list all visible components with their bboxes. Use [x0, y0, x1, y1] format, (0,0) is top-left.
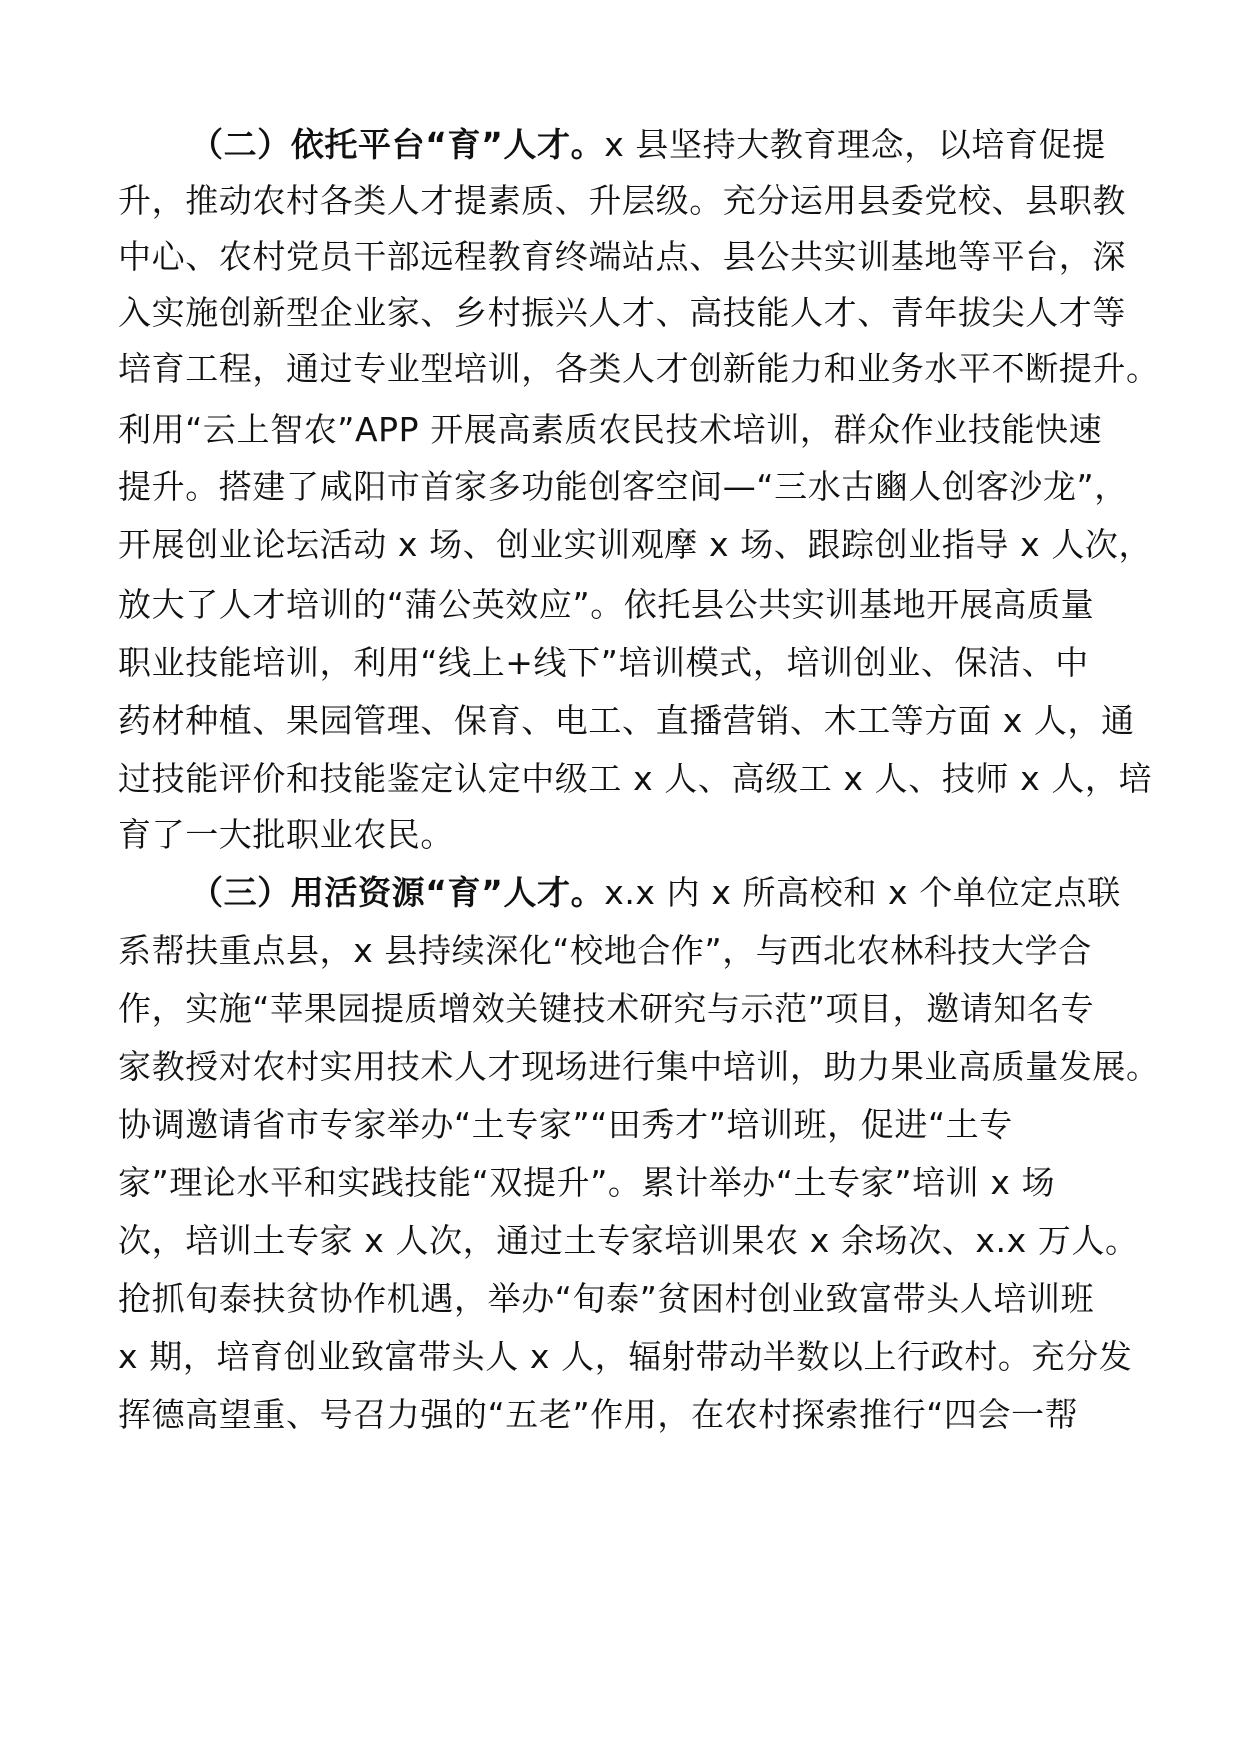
paragraph-2-line-6: 利用“云上智农”APP 开展高素质农民技术培训，群众作业技能快速: [118, 410, 1103, 449]
paragraph-2-line-5: 培育工程，通过专业型培训，各类人才创新能力和业务水平不断提升。: [118, 349, 1160, 388]
paragraph-2-line-12: 过技能评价和技能鉴定认定中级工 x 人、高级工 x 人、技师 x 人，培: [118, 759, 1153, 798]
paragraph-2-line-13: 育了一大批职业农民。: [118, 815, 454, 854]
paragraph-3-line-7: 次，培训土专家 x 人次，通过土专家培训果农 x 余场次、x.x 万人。: [118, 1221, 1139, 1260]
paragraph-3-line-6: 家”理论水平和实践技能“双提升”。累计举办“土专家”培训 x 场: [118, 1163, 1056, 1202]
paragraph-2-line-2: 升，推动农村各类人才提素质、升层级。充分运用县委党校、县职教: [118, 181, 1126, 220]
paragraph-2-line-11: 药材种植、果园管理、保育、电工、直播营销、木工等方面 x 人，通: [118, 701, 1135, 740]
paragraph-2-line-4: 入实施创新型企业家、乡村振兴人才、高技能人才、青年拔尖人才等: [118, 293, 1126, 332]
paragraph-2-line-9: 放大了人才培训的“蒲公英效应”。依托县公共实训基地开展高质量: [118, 585, 1095, 624]
paragraph-2-line-8: 开展创业论坛活动 x 场、创业实训观摩 x 场、跟踪创业指导 x 人次，: [118, 525, 1153, 564]
paragraph-3-line-5: 协调邀请省市专家举办“土专家”“田秀才”培训班，促进“土专: [118, 1105, 1013, 1144]
paragraph-3-heading: （三）用活资源“育”人才。: [190, 873, 605, 912]
paragraph-2-heading: （二）依托平台“育”人才。: [190, 125, 605, 164]
paragraph-2-text: x 县坚持大教育理念，以培育促提: [604, 125, 1106, 164]
paragraph-2-line-3: 中心、农村党员干部远程教育终端站点、县公共实训基地等平台，深: [118, 237, 1126, 276]
paragraph-2-line-1: [190, 124, 1106, 166]
paragraph-3-line-2: 系帮扶重点县，x 县持续深化“校地合作”，与西北农林科技大学合: [118, 931, 1092, 970]
paragraph-3-line-4: 家教授对农村实用技术人才现场进行集中培训，助力果业高质量发展。: [118, 1047, 1160, 1086]
paragraph-3-line-3: 作，实施“苹果园提质增效关键技术研究与示范”项目，邀请知名专: [118, 989, 1095, 1028]
paragraph-2-line-10: 职业技能培训，利用“线上+线下”培训模式，培训创业、保洁、中: [118, 643, 1089, 682]
paragraph-3-line-8: 抢抓旬泰扶贫协作机遇，举办“旬泰”贫困村创业致富带头人培训班: [118, 1279, 1095, 1318]
paragraph-3-line-1: [190, 872, 1121, 914]
paragraph-2-line-7: 提升。搭建了咸阳市首家多功能创客空间—“三水古豳人创客沙龙”，: [118, 467, 1128, 506]
paragraph-3-text: x.x 内 x 所高校和 x 个单位定点联: [604, 873, 1121, 912]
paragraph-3-line-9: x 期，培育创业致富带头人 x 人，辐射带动半数以上行政村。充分发: [118, 1337, 1133, 1376]
paragraph-3-line-10: 挥德高望重、号召力强的“五老”作用，在农村探索推行“四会一帮: [118, 1395, 1079, 1434]
